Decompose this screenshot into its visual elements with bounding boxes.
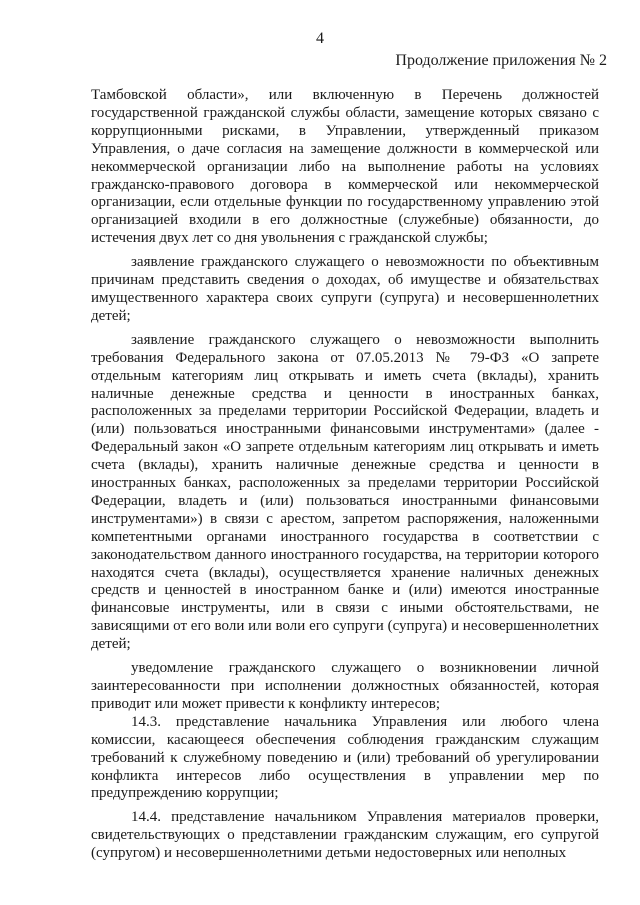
paragraph-income-statement: заявление гражданского служащего о невозможности по объективным причинам представить сведения о доходах, об имуществе и обязательствах имущественного характера своих супруги (супруга) и несовершеннолетних детей; [91,254,599,324]
paragraph-conflict-notice: уведомление гражданского служащего о возникновении личной заинтересованности при исполнении должностных обязанностей, которая приводит или может привести к конфликту интересов; [91,660,599,712]
paragraph-14-4: 14.4. представление начальником Управления материалов проверки, свидетельствующих о представлении гражданским служащим, его супругой (супругом) и несовершеннолетними детьми недостоверных или неполных [91,809,599,862]
document-body [91,87,599,863]
paragraph-14-3: 14.3. представление начальника Управления или любого члена комиссии, касающееся обеспечения соблюдения гражданским служащим требований к служебному поведению и (или) требований об урегулировании конфликта интересов либо осуществления в управлении мер по предупреждению коррупции; [91,713,599,802]
paragraph-foreign-accounts: заявление гражданского служащего о невозможности выполнить требования Федерального закона от 07.05.2013 № 79-ФЗ «О запрете отдельным категориям лиц открывать и иметь счета (вклады), хранить наличные денежные средства и ценности в иностранных банках, расположенных за пределами территории Российской Федерации, владеть и (или) пользоваться иностранными финансовыми инструментами» (далее - Федеральный закон «О запрете отдельным категориям лиц открывать и иметь счета (вклады), хранить наличные денежные средства и ценности в иностранных банках, расположенных за пределами территории Российской Федерации, владеть и (или) пользоваться иностранными финансовыми инструментами») в связи с арестом, запретом распоряжения, наложенными компетентными органами иностранного государства в соответствии с законодательством данного иностранного государства, на территории которого находятся счета (вклады), осуществляется хранение наличных денежных средств и ценностей в иностранном банке и (или) имеются иностранные финансовые инструменты, или в связи с иными обстоятельствами, не зависящими от его воли или воли его супруги (супруга) и несовершеннолетних детей; [91,331,599,653]
page-number: 4 [316,30,324,47]
appendix-continuation-note: Продолжение приложения № 2 [395,52,607,69]
paragraph-continuation: Тамбовской области», или включенную в Перечень должностей государственной гражданской службы области, замещение которых связано с коррупционными рисками, в Управлении, утвержденный приказом Управления, о даче согласия на замещение должности в коммерческой или некоммерческой организации либо на выполнение работы на условиях гражданско-правового договора в коммерческой или некоммерческой организации, если отдельные функции по государственному управлению этой организацией входили в его должностные (служебные) обязанности, до истечения двух лет со дня увольнения с гражданской службы; [91,87,599,247]
